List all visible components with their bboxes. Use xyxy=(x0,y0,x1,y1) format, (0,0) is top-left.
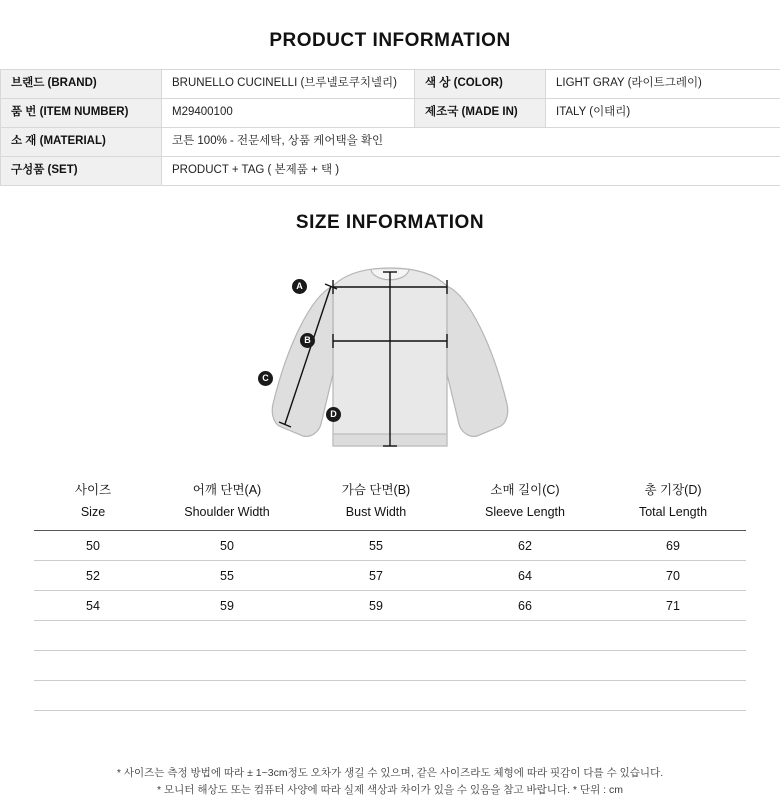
cell-sleeve: 66 xyxy=(450,591,600,621)
cell-shoulder xyxy=(152,651,302,681)
cell-sleeve xyxy=(450,651,600,681)
table-row xyxy=(1,99,780,128)
material-value: 코튼 100% - 전문세탁, 상품 케어택을 확인 xyxy=(162,128,780,157)
product-size-info-page xyxy=(0,30,780,810)
header-shoulder-ko: 어깨 단면(A) xyxy=(152,478,302,500)
table-row xyxy=(34,681,746,711)
cell-size: 50 xyxy=(34,531,152,561)
cell-shoulder xyxy=(152,621,302,651)
set-label: 구성품 (SET) xyxy=(1,157,162,186)
header-sleeve-en: Sleeve Length xyxy=(450,500,600,531)
footnote-monitor-color: * 모니터 해상도 또는 컴퓨터 사양에 따라 실제 색상과 차이가 있을 수 있음을 참고 바랍니다. * 단위 : cm xyxy=(0,782,780,798)
table-row xyxy=(34,621,746,651)
cell-size xyxy=(34,651,152,681)
cell-bust: 57 xyxy=(302,561,450,591)
cell-sleeve: 64 xyxy=(450,561,600,591)
cell-sleeve xyxy=(450,621,600,651)
cell-bust xyxy=(302,621,450,651)
header-row-english xyxy=(34,500,746,531)
product-information-table xyxy=(0,69,780,186)
table-row xyxy=(34,531,746,561)
table-row xyxy=(1,128,780,157)
garment-diagram xyxy=(225,246,555,468)
made-in-value: ITALY (이태리) xyxy=(546,99,780,128)
footnotes xyxy=(0,765,780,798)
header-size-en: Size xyxy=(34,500,152,531)
item-number-value: M29400100 xyxy=(162,99,415,128)
brand-value: BRUNELLO CUCINELLI (브루넬로쿠치넬리) xyxy=(162,70,415,99)
table-row xyxy=(34,561,746,591)
cell-total: 71 xyxy=(600,591,746,621)
cell-size: 52 xyxy=(34,561,152,591)
cell-total xyxy=(600,651,746,681)
table-row xyxy=(34,591,746,621)
cell-sleeve xyxy=(450,711,600,741)
table-row xyxy=(34,651,746,681)
cell-bust xyxy=(302,711,450,741)
header-bust-en: Bust Width xyxy=(302,500,450,531)
cell-total xyxy=(600,711,746,741)
size-information-table xyxy=(34,478,746,741)
color-value: LIGHT GRAY (라이트그레이) xyxy=(546,70,780,99)
color-label: 색 상 (COLOR) xyxy=(415,70,546,99)
table-row xyxy=(34,711,746,741)
brand-label: 브랜드 (BRAND) xyxy=(1,70,162,99)
cell-total xyxy=(600,621,746,651)
header-total-ko: 총 기장(D) xyxy=(600,478,746,500)
cell-size xyxy=(34,711,152,741)
measure-point-b-icon: B xyxy=(300,333,315,348)
cell-size xyxy=(34,621,152,651)
header-total-en: Total Length xyxy=(600,500,746,531)
set-value: PRODUCT + TAG ( 본제품 + 택 ) xyxy=(162,157,780,186)
cell-bust: 55 xyxy=(302,531,450,561)
made-in-label: 제조국 (MADE IN) xyxy=(415,99,546,128)
footnote-measurement: * 사이즈는 측정 방법에 따라 ± 1~3cm정도 오차가 생길 수 있으며, 같은 사이즈라도 체형에 따라 핏감이 다를 수 있습니다. xyxy=(0,765,780,781)
header-sleeve-ko: 소매 길이(C) xyxy=(450,478,600,500)
cell-shoulder xyxy=(152,681,302,711)
garment-illustration-svg xyxy=(225,246,555,468)
cell-total: 69 xyxy=(600,531,746,561)
header-size-ko: 사이즈 xyxy=(34,478,152,500)
table-row xyxy=(1,70,780,99)
cell-shoulder: 55 xyxy=(152,561,302,591)
header-row-korean xyxy=(34,478,746,500)
cell-bust: 59 xyxy=(302,591,450,621)
cell-bust xyxy=(302,681,450,711)
cell-total xyxy=(600,681,746,711)
size-table-body xyxy=(34,531,746,741)
size-table-header xyxy=(34,478,746,531)
cell-bust xyxy=(302,651,450,681)
cell-shoulder: 59 xyxy=(152,591,302,621)
cell-sleeve: 62 xyxy=(450,531,600,561)
cell-total: 70 xyxy=(600,561,746,591)
item-number-label: 품 번 (ITEM NUMBER) xyxy=(1,99,162,128)
cell-size xyxy=(34,681,152,711)
page-title-size-information: SIZE INFORMATION xyxy=(0,212,780,234)
header-shoulder-en: Shoulder Width xyxy=(152,500,302,531)
measure-point-a-icon: A xyxy=(292,279,307,294)
cell-shoulder xyxy=(152,711,302,741)
measure-point-d-icon: D xyxy=(326,407,341,422)
cell-shoulder: 50 xyxy=(152,531,302,561)
cell-sleeve xyxy=(450,681,600,711)
page-title-product-information: PRODUCT INFORMATION xyxy=(0,30,780,52)
cell-size: 54 xyxy=(34,591,152,621)
header-bust-ko: 가슴 단면(B) xyxy=(302,478,450,500)
table-row xyxy=(1,157,780,186)
material-label: 소 재 (MATERIAL) xyxy=(1,128,162,157)
measure-point-c-icon: C xyxy=(258,371,273,386)
